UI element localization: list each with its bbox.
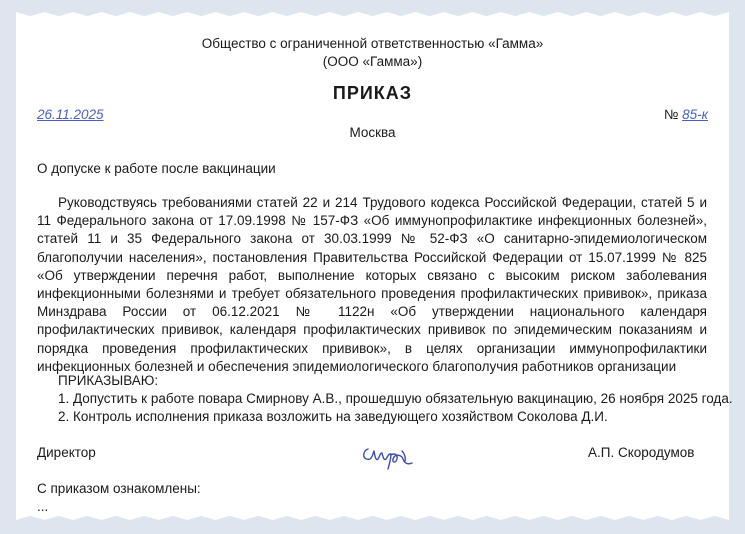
organization-name: Общество с ограниченной ответственностью «Гамма» bbox=[201, 36, 544, 51]
signature-icon bbox=[358, 437, 418, 473]
order-word: ПРИКАЗЫВАЮ: bbox=[58, 373, 159, 388]
order-item-1: 1. Допустить к работе повара Смирнову А.В., прошедшую обязательную вакцинацию, 26 ноября 2025 года. bbox=[58, 391, 733, 406]
order-date: 26.11.2025 bbox=[37, 107, 104, 122]
acknowledgement-placeholder: ... bbox=[37, 499, 49, 514]
order-number-label: № bbox=[663, 107, 679, 122]
organization-short-name: (ООО «Гамма») bbox=[322, 54, 423, 69]
order-number-value: 85-к bbox=[682, 107, 708, 122]
order-city: Москва bbox=[349, 125, 396, 140]
order-subject: О допуске к работе после вакцинации bbox=[37, 161, 276, 176]
signatory-position: Директор bbox=[37, 445, 96, 460]
signatory-name: А.П. Скородумов bbox=[588, 445, 695, 460]
order-item-2: 2. Контроль исполнения приказа возложить на заведующего хозяйством Соколова Д.И. bbox=[58, 409, 608, 424]
order-number bbox=[664, 106, 708, 123]
acknowledgement-label: С приказом ознакомлены: bbox=[37, 481, 201, 496]
document-title: ПРИКАЗ bbox=[332, 83, 413, 103]
order-preamble: Руководствуясь требованиями статей 22 и 214 Трудового кодекса Российской Федерации, статей 5 и 11 Федерального закона от 17.09.1998 № 157-ФЗ «Об иммунопрофилактике инфекционных болезней», статей 11 и 35 Федерального закона от 30.03.1999 № 52-ФЗ «О санитарно-эпидемиологическом благополучии населения», постановления Правительства Российской Федерации от 15.07.1999 № 825 «Об утверждении перечня работ, выполнение которых связано с высоким риском заболевания инфекционными болезнями и требует обязательного проведения профилактических прививок», приказа Минздрава России от 06.12.2021 № 1122н «Об утверждении национального календаря профилактических прививок, календаря профилактических прививок по эпидемическим показаниям и порядка проведения профилактических прививок», в целях организации иммунопрофилактики инфекционных болезней и обеспечения эпидемиологического благополучия работников организации bbox=[37, 195, 707, 374]
